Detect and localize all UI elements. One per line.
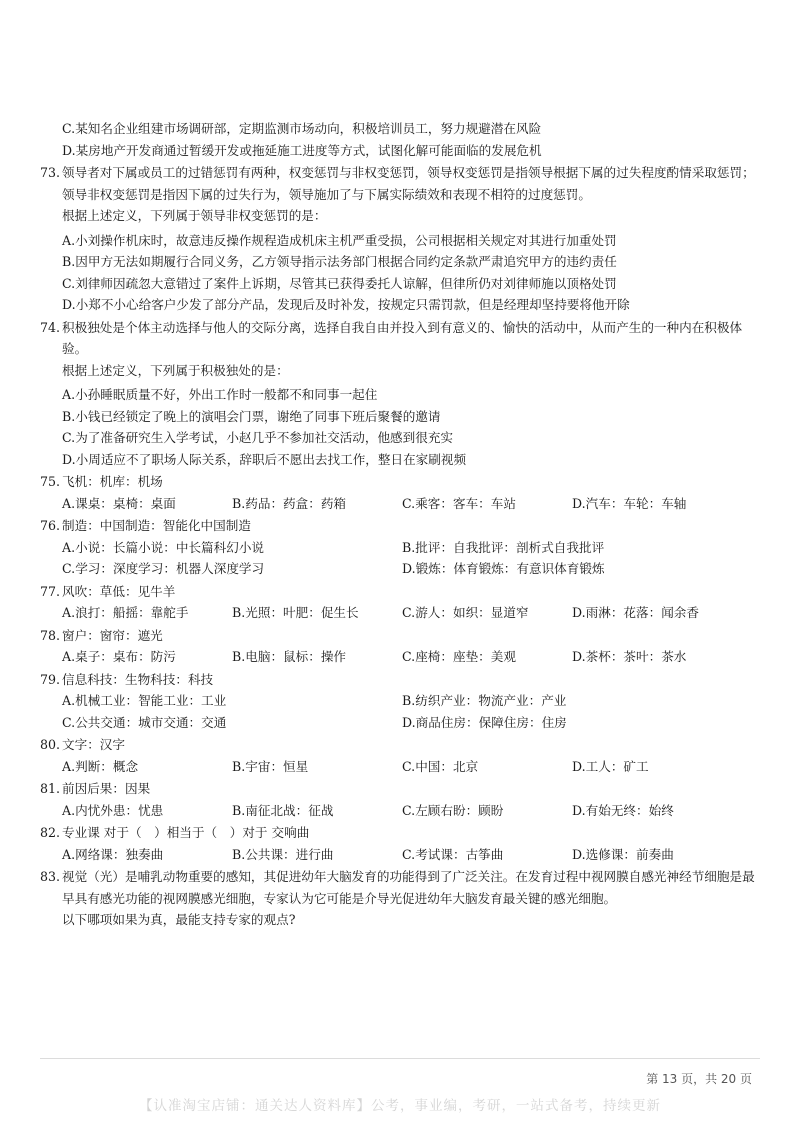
- question-stem: 前因后果：因果: [62, 781, 151, 796]
- option-a: A.小刘操作机床时，故意违反操作规程造成机床主机严重受损，公司根据相关规定对其进行加重处罚: [62, 232, 617, 248]
- question-number: 77.: [40, 583, 61, 599]
- question-82: [0, 822, 800, 844]
- option-d: D.工人：矿工: [572, 758, 649, 774]
- question-number: 80.: [40, 737, 61, 752]
- question-73: [0, 162, 800, 205]
- question-81-options: [0, 800, 800, 822]
- option-c: C.中国：北京: [402, 758, 479, 774]
- option-c: C.为了准备研究生入学考试，小赵几乎不参加社交活动，他感到很充实: [62, 430, 454, 445]
- option-d: D.小郑不小心给客户少发了部分产品，发现后及时补发，按规定只需罚款，但是经理却坚持要将他开除: [62, 297, 630, 312]
- question-79-options: [0, 690, 800, 733]
- option-a: A.课桌：桌椅：桌面: [62, 495, 176, 511]
- option-b: B.小钱已经锁定了晚上的演唱会门票，谢绝了同事下班后聚餐的邀请: [62, 408, 441, 424]
- question-stem: 专业课 对于（ ）相当于（ ）对于 交响曲: [62, 825, 310, 840]
- option-d: D.有始无终：始终: [572, 802, 674, 818]
- question-78-options: [0, 646, 800, 668]
- question-stem: 积极独处是个体主动选择与他人的交际分离，选择自我自由并投入到有意义的、愉快的活动中，从而产生的一种内在积极体验。: [62, 319, 743, 356]
- option-a: A.机械工业：智能工业：工业: [62, 693, 227, 708]
- question-82-options: [0, 844, 800, 866]
- pre-option-c: C.某知名企业组建市场调研部，定期监测市场动向，积极培训员工，努力规避潜在风险: [62, 121, 542, 136]
- question-stem: 领导者对下属或员工的过错惩罚有两种，权变惩罚与非权变惩罚，领导权变惩罚是指领导根据下属的过失程度酌情采取惩罚；领导非权变惩罚是指因下属的过失行为，领导施加了与下属实际绩效和表现不相符的过度惩罚。: [62, 165, 755, 202]
- option-b: B.宇宙：恒星: [232, 758, 309, 774]
- question-80: [0, 734, 800, 756]
- question-74-options: [0, 384, 800, 470]
- option-b: B.公共课：进行曲: [232, 846, 334, 862]
- exam-page: [0, 118, 800, 931]
- option-b: B.药品：药盒：药箱: [232, 495, 347, 511]
- option-d: D.选修课：前奏曲: [572, 846, 674, 862]
- question-79: [0, 669, 800, 691]
- question-stem: 信息科技：生物科技：科技: [62, 671, 214, 687]
- option-b: B.批评：自我批评：剖析式自我批评: [402, 539, 605, 555]
- question-number: 83.: [40, 869, 61, 884]
- question-stem: 制造：中国制造：智能化中国制造: [62, 518, 251, 533]
- option-a: A.内忧外患：忧患: [62, 802, 164, 818]
- question-74: [0, 317, 800, 360]
- option-d: D.商品住房：保障住房：住房: [402, 714, 567, 730]
- question-stem: 窗户：窗帘：遮光: [62, 627, 163, 643]
- question-75-options: [0, 493, 800, 515]
- question-77: [0, 581, 800, 603]
- question-stem: 风吹：草低：见牛羊: [62, 583, 176, 599]
- option-d: D.雨淋：花落：闻余香: [572, 605, 699, 620]
- question-73-options: [0, 230, 800, 316]
- question-number: 76.: [40, 518, 61, 533]
- option-c: C.公共交通：城市交通：交通: [62, 714, 227, 730]
- option-c: C.左顾右盼：顾盼: [402, 802, 504, 818]
- question-83: [0, 866, 800, 909]
- option-b: B.因甲方无法如期履行合同义务，乙方领导指示法务部门根据合同约定条款严肃追究甲方的违约责任: [62, 254, 617, 269]
- question-stem: 飞机：机库：机场: [62, 474, 163, 489]
- question-number: 73.: [40, 165, 61, 180]
- page-number: 第 13 页，共 20 页: [646, 1072, 752, 1086]
- question-stem: 视觉（光）是哺乳动物重要的感知，其促进幼年大脑发育的功能得到了广泛关注。在发育过程中视网膜自感光神经节细胞是最早具有感光功能的视网膜感光细胞，专家认为它可能是介导光促进幼年大脑发育最关键的感光细胞。: [62, 869, 755, 906]
- option-d: D.小周适应不了职场人际关系，辞职后不愿出去找工作，整日在家刷视频: [62, 451, 467, 467]
- option-c: C.考试课：古筝曲: [402, 846, 504, 862]
- option-c: C.刘律师因疏忽大意错过了案件上诉期，尽管其已获得委托人谅解，但律所仍对刘律师施以顶格处罚: [62, 275, 617, 291]
- question-prompt: 根据上述定义，下列属于积极独处的是：: [62, 362, 289, 378]
- question-number: 81.: [40, 781, 61, 796]
- option-a: A.小孙睡眠质量不好，外出工作时一般都不和同事一起住: [62, 387, 378, 402]
- option-a: A.小说：长篇小说：中长篇科幻小说: [62, 539, 265, 555]
- question-prompt: 根据上述定义，下列属于领导非权变惩罚的是：: [62, 208, 327, 223]
- question-76-options: [0, 537, 800, 580]
- question-number: 75.: [40, 474, 61, 489]
- option-c: C.乘客：客车：车站: [402, 495, 516, 511]
- option-c: C.座椅：座垫：美观: [402, 649, 516, 664]
- question-prompt: 以下哪项如果为真，最能支持专家的观点?: [62, 912, 296, 927]
- question-number: 74.: [40, 319, 61, 335]
- question-stem: 文字：汉字: [62, 737, 125, 752]
- question-number: 78.: [40, 627, 61, 643]
- question-75: [0, 471, 800, 493]
- option-b: B.纺织产业：物流产业：产业: [402, 693, 567, 708]
- pre-option-d: D.某房地产开发商通过暂缓开发或拖延施工进度等方式，试图化解可能面临的发展危机: [62, 142, 542, 158]
- option-b: B.电脑：鼠标：操作: [232, 649, 347, 664]
- question-78: [0, 625, 800, 647]
- option-a: A.网络课：独奏曲: [62, 846, 164, 862]
- option-c: C.学习：深度学习：机器人深度学习: [62, 561, 265, 576]
- option-a: A.浪打：船摇：靠舵手: [62, 605, 189, 620]
- question-number: 79.: [40, 671, 61, 687]
- option-b: B.南征北战：征战: [232, 802, 334, 818]
- option-d: D.锻炼：体育锻炼：有意识体育锻炼: [402, 561, 605, 576]
- question-81: [0, 778, 800, 800]
- option-b: B.光照：叶肥：促生长: [232, 605, 359, 620]
- question-number: 82.: [40, 825, 61, 840]
- question-76: [0, 515, 800, 537]
- watermark-text: 【认准淘宝店铺：通关达人资料库】公考，事业编，考研，一站式备考，持续更新: [139, 1098, 661, 1114]
- option-d: D.汽车：车轮：车轴: [572, 495, 687, 511]
- option-d: D.茶杯：茶叶：茶水: [572, 649, 687, 664]
- option-a: A.桌子：桌布：防污: [62, 649, 176, 664]
- question-80-options: [0, 756, 800, 778]
- option-a: A.判断：概念: [62, 758, 139, 774]
- option-c: C.游人：如织：显道窄: [402, 605, 529, 620]
- footer-divider: [40, 1058, 760, 1059]
- question-77-options: [0, 602, 800, 624]
